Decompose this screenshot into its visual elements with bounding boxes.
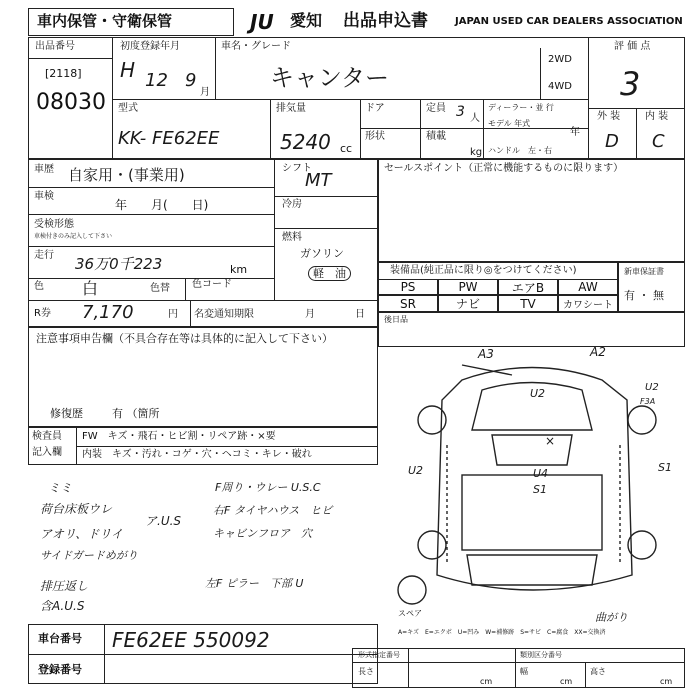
equip-pw: PW: [438, 279, 498, 295]
fuel-gas: ガソリン: [300, 247, 344, 260]
lot-small: [2118]: [45, 67, 82, 80]
note-right-2: 右F タイヤハウス ヒビ: [213, 504, 333, 517]
note-line-4: サイドガードめがり: [40, 549, 138, 562]
sales-frame: [378, 159, 685, 262]
length-cm: cm: [480, 677, 493, 686]
history-value: 自家用・(事業用): [68, 166, 185, 184]
note-line-6: 含A.U.S: [40, 599, 85, 613]
width-cm: cm: [560, 677, 573, 686]
diag-x: ×: [545, 434, 556, 448]
spare-tire: [398, 576, 426, 604]
capacity-value: 3: [456, 104, 465, 120]
drive-4wd: 4WD: [548, 81, 572, 92]
class-label: 類別区分番号: [520, 651, 562, 659]
r-label: R券: [34, 308, 51, 319]
repair-label: 修復歴: [50, 407, 83, 420]
sales-label: セールスポイント（正常に機能するものに限ります）: [384, 163, 624, 174]
interior-label: 内 装: [645, 111, 669, 122]
color-code-label: 色コード: [192, 279, 232, 290]
year-unit: 年: [570, 127, 580, 138]
reg-label: 初度登録年月: [120, 41, 180, 52]
note-line-3: アオリ、ドリイ: [40, 527, 123, 541]
equip-sr: SR: [378, 295, 438, 312]
diag-bend: 曲がり: [595, 611, 628, 624]
reg-month: 9: [185, 70, 197, 91]
lot-number: 08030: [36, 90, 106, 115]
drive-2wd: 2WD: [548, 54, 572, 65]
width-label: 幅: [520, 667, 528, 676]
disp-value: 5240: [280, 130, 331, 154]
name-change-month: 月: [305, 309, 315, 320]
equip-leather: カワシート: [558, 295, 618, 312]
length-label: 長さ: [358, 667, 374, 676]
grade-value: 3: [620, 65, 641, 103]
storage-title-box: [28, 8, 234, 36]
name-change-day: 日: [355, 309, 365, 320]
door-label: ドア: [365, 103, 385, 114]
interior-value: C: [652, 131, 665, 152]
equip-tv: TV: [498, 295, 558, 312]
dealer-label: ディーラー・並 行: [488, 103, 554, 112]
fuel-diesel: 軽 油: [308, 266, 351, 281]
logo-text: JU: [250, 10, 274, 34]
grade-label: 評 価 点: [614, 41, 651, 52]
equip-navi: ナビ: [438, 295, 498, 312]
diag-f3a: F3A: [640, 397, 656, 406]
warranty-label: 新車保証書: [624, 267, 664, 276]
shape-label: 形状: [365, 131, 385, 142]
diag-a2: A2: [590, 345, 606, 359]
diag-u2a: U2: [530, 387, 546, 400]
car-name: キャンター: [270, 64, 390, 92]
color-label: 色: [34, 281, 44, 292]
disp-label: 排気量: [276, 103, 306, 114]
model-value: KK- FE62EE: [118, 128, 220, 149]
reg-month-unit: 月: [200, 87, 210, 98]
mileage-label: 走行: [34, 250, 54, 261]
spec-frame: [352, 648, 685, 688]
wheel-rear-left: [418, 531, 446, 559]
exterior-value: D: [605, 131, 619, 152]
tailgate: [467, 555, 597, 585]
repair-value: 有 （箇所: [112, 407, 160, 420]
windshield: [492, 435, 572, 465]
rear-frame: [378, 312, 685, 347]
equip-ps: PS: [378, 279, 438, 295]
diag-s1b: S1: [658, 461, 672, 474]
note-mid: ア.U.S: [145, 514, 182, 528]
equip-aw: AW: [558, 279, 618, 295]
storage-title: 車内保管・守衛保管: [37, 12, 173, 30]
spare-label: スペア: [398, 609, 422, 618]
cargo-bed: [462, 475, 602, 550]
reg-year: 12: [145, 70, 168, 91]
color-value: 白: [82, 279, 99, 298]
exterior-label: 外 装: [597, 111, 621, 122]
diag-u2c: U2: [408, 464, 424, 477]
diag-s1a: S1: [533, 483, 547, 496]
model-year-label: モデル 年式: [488, 119, 531, 128]
history-label: 車歴: [34, 164, 54, 175]
capacity-label: 定員: [426, 103, 446, 114]
name-change-label: 名変通知期限: [194, 309, 254, 320]
disp-unit: cc: [340, 142, 353, 155]
model-label: 型式: [118, 103, 138, 114]
warranty-options: 有 ・ 無: [624, 289, 664, 302]
handle-label: ハンドル 左・右: [488, 146, 552, 155]
diag-a3: A3: [478, 347, 494, 361]
r-value: 7,170: [82, 302, 134, 323]
receipt-sub: 車検付きのみ記入して下さい: [34, 233, 113, 240]
type-cert-label: 形式指定番号: [358, 651, 400, 659]
chassis-label: 車台番号: [38, 632, 82, 645]
note-line-5: 排圧返し: [40, 579, 89, 593]
note-right-1: F周り・ウレー U.S.C: [215, 481, 321, 494]
receipt-label: 受検形態: [34, 219, 74, 230]
load-label: 積載: [426, 131, 446, 142]
height-label: 高さ: [590, 667, 606, 676]
form-title: 出品申込書: [343, 11, 428, 31]
height-cm: cm: [660, 677, 673, 686]
org-name: 愛知: [290, 11, 323, 30]
r-unit: 円: [168, 309, 178, 320]
note-line-1: ミミ: [48, 481, 73, 495]
rear-label: 後日品: [384, 315, 408, 324]
org-english: JAPAN USED CAR DEALERS ASSOCIATION: [455, 16, 683, 27]
diag-u2b: U2: [645, 382, 659, 393]
note-right-3: キャビンフロア 穴: [213, 527, 312, 540]
record-label: 記入欄: [32, 447, 62, 458]
note-line-2: 荷台床板ウレ: [40, 502, 113, 516]
capacity-unit: 人: [470, 113, 480, 124]
reg-number-label: 登録番号: [38, 663, 82, 676]
shift-value: MT: [305, 170, 332, 191]
color-change-label: 色替: [150, 283, 170, 294]
equipment-label: 装備品(純正品に限り◎をつけてください): [390, 265, 577, 276]
inspection-value: 年 月( 日): [115, 198, 209, 212]
wheel-rear-right: [628, 531, 656, 559]
damage-legend: A=キズ E=エクボ U=凹み W=補修跡 S=サビ C=腐食 XX=交換済: [398, 629, 606, 636]
mileage-unit: km: [230, 263, 248, 276]
load-unit: kg: [470, 147, 483, 158]
fw-row: FW キズ・飛石・ヒビ割・リペア跡・×要: [82, 431, 276, 442]
reg-era: H: [120, 58, 136, 82]
car-name-label: 車名・グレード: [221, 41, 291, 52]
mileage-value: 36万0千223: [75, 255, 163, 273]
interior-row: 内装 キズ・汚れ・コゲ・穴・ヘコミ・キレ・破れ: [82, 449, 312, 460]
notes-label: 注意事項申告欄（不具合存在等は具体的に記入して下さい）: [36, 332, 333, 345]
diag-u4: U4: [533, 467, 549, 480]
lot-label: 出品番号: [35, 41, 75, 52]
note-right-4: 左F ピラー 下部 U: [205, 577, 304, 590]
chassis-value: FE62EE 550092: [112, 628, 270, 652]
ju-logo: [250, 10, 274, 34]
ac-label: 冷房: [282, 199, 302, 210]
fuel-label: 燃料: [282, 232, 302, 243]
equip-airbag: エアB: [498, 279, 558, 295]
shift-label: シフト: [282, 163, 312, 174]
mirror-right: [628, 406, 656, 434]
inspection-label: 車検: [34, 191, 54, 202]
inspector-label: 検査員: [32, 431, 62, 442]
